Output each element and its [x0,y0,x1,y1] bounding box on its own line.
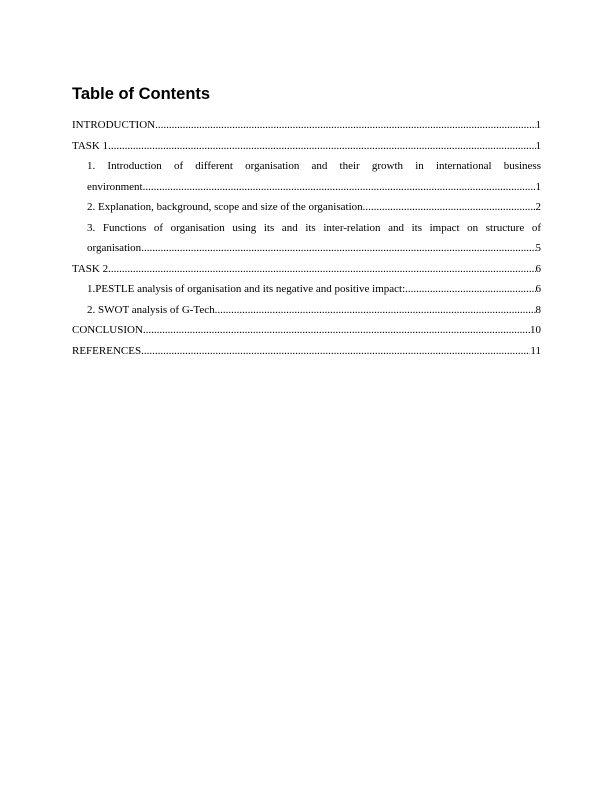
toc-entry-text: CONCLUSION [72,324,143,336]
toc-entry-page: 1 [535,119,541,131]
toc-entry-task-2[interactable] [72,259,541,280]
dot-leader [363,197,536,218]
toc-entry-page: 8 [535,303,541,316]
toc-entry-introduction[interactable] [72,115,541,136]
toc-entry-page: 6 [535,262,541,275]
toc-entry-page: 6 [535,283,541,295]
toc-entry-text-line-1: 1. Introduction of different organisation and their growth in international business [87,160,541,172]
toc-entry-page: 1 [535,180,541,193]
dot-leader [215,300,536,321]
toc-entry-text: 1.PESTLE analysis of organisation and its negative and positive impact: [87,283,406,295]
toc-entry-page: 11 [530,344,541,357]
toc-entry-text: TASK 1 [72,139,109,152]
toc-entry-page: 1 [535,139,541,152]
toc-entry-text: TASK 2 [72,262,109,275]
toc-entry-page: 10 [530,324,541,336]
dot-leader [143,320,530,341]
toc-entry-page: 5 [535,242,541,254]
dot-leader [141,238,535,259]
toc-entry-task-2-pestle[interactable] [72,279,541,300]
toc-entry-text: organisation [87,242,142,254]
toc-entry-text: INTRODUCTION [72,119,156,131]
toc-entry-references[interactable] [72,341,541,362]
dot-leader [108,136,535,157]
toc-entry-text: 2. SWOT analysis of G-Tech [87,303,215,316]
toc-entry-text: 2. Explanation, background, scope and size of the organisation [87,201,363,213]
dot-leader [155,115,535,136]
toc-title: Table of Contents [72,85,211,103]
toc-entry-task-1-introduction[interactable] [72,156,541,197]
dot-leader [143,177,536,198]
toc-entry-text: REFERENCES [72,344,142,357]
toc-entry-conclusion[interactable] [72,320,541,341]
toc-entry-page: 2 [535,201,541,213]
toc-entry-task-2-swot[interactable] [72,300,541,321]
dot-leader [141,341,530,362]
dot-leader [405,279,535,300]
dot-leader [108,259,535,280]
toc-entry-task-1-functions[interactable] [72,218,541,259]
toc-entry-text-line-1: 3. Functions of organisation using its and its inter-relation and its impact on structure of [87,221,541,234]
toc-entry-text: environment [87,180,143,193]
table-of-contents [72,115,541,361]
toc-entry-task-1[interactable] [72,136,541,157]
toc-entry-task-1-explanation[interactable] [72,197,541,218]
